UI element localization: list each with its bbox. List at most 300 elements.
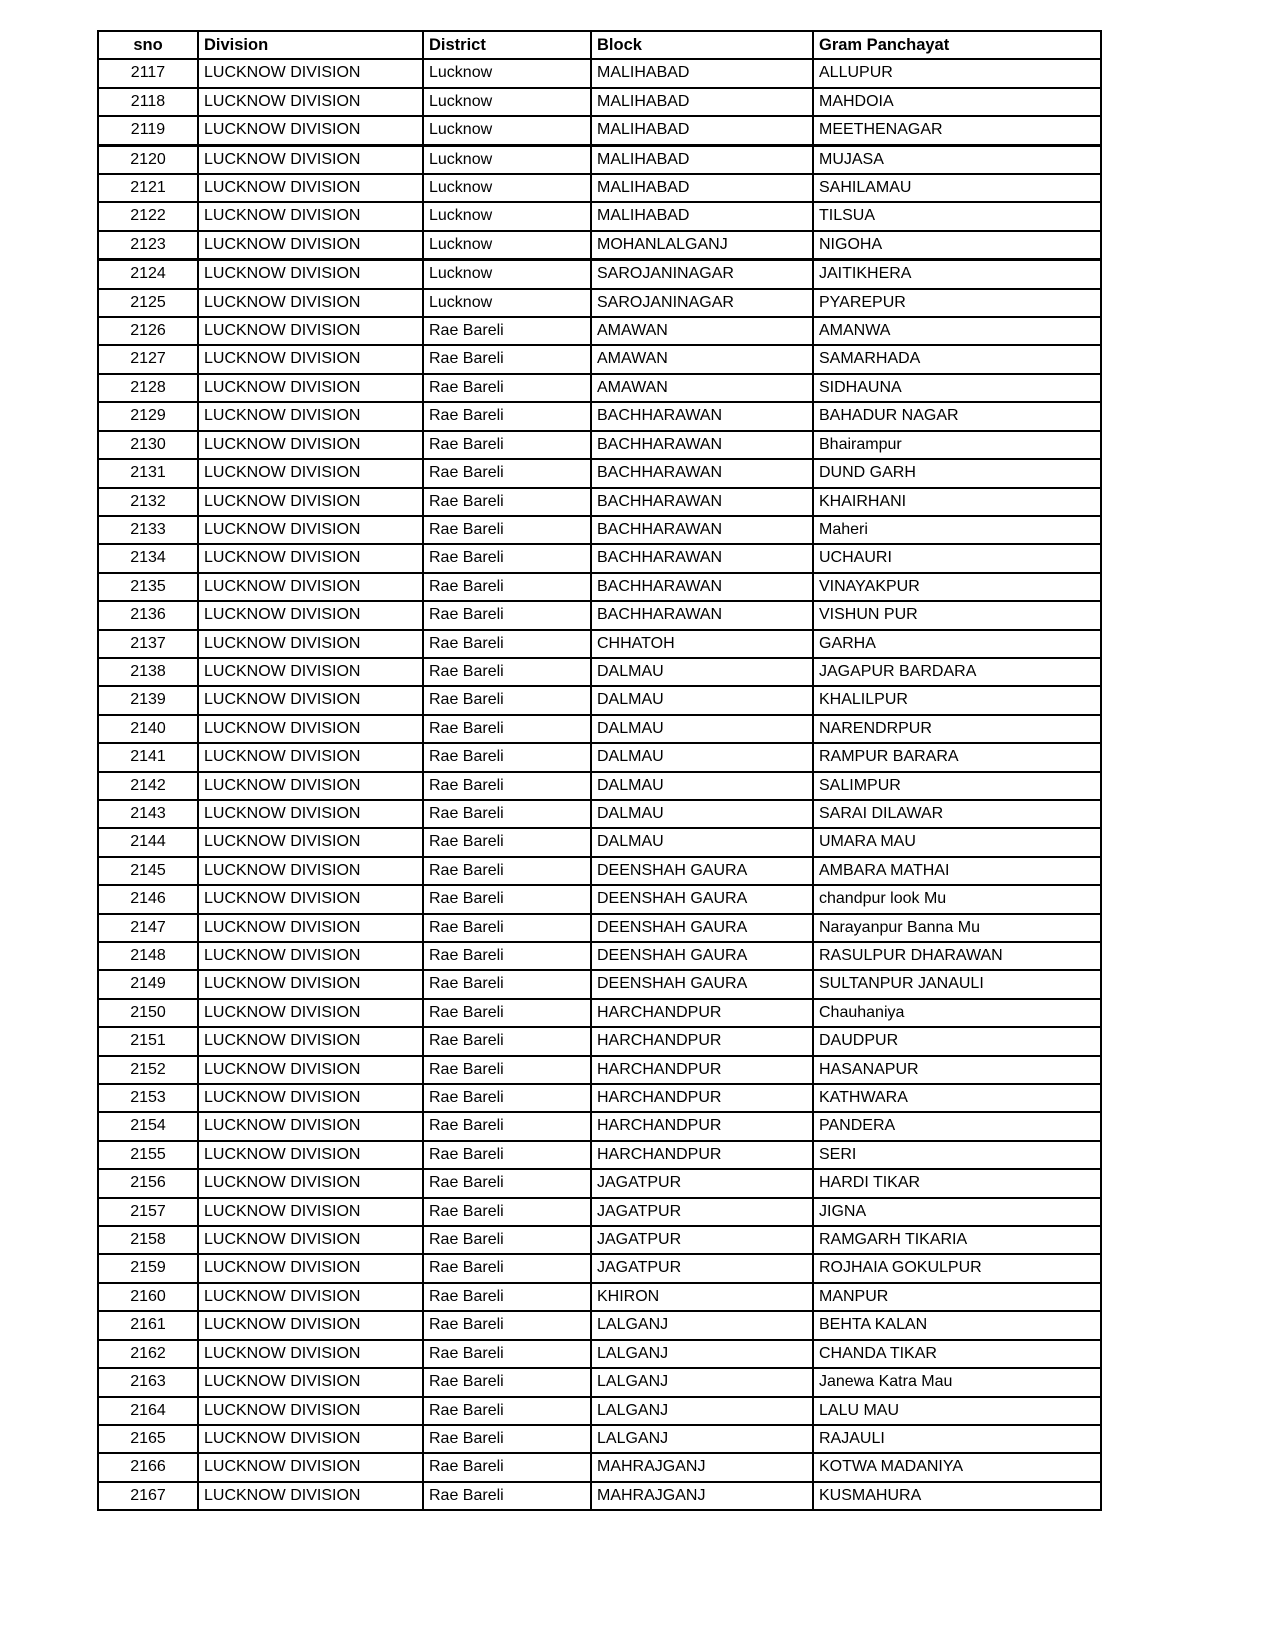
cell-block: LALGANJ: [591, 1311, 813, 1339]
table-row: [98, 686, 1101, 714]
table-row: [98, 231, 1101, 260]
table-row: [98, 488, 1101, 516]
cell-division: LUCKNOW DIVISION: [198, 1084, 423, 1112]
cell-district: Rae Bareli: [423, 715, 591, 743]
table-row: [98, 1368, 1101, 1396]
panchayat-table-container: [97, 30, 1102, 1511]
cell-district: Rae Bareli: [423, 1169, 591, 1197]
cell-sno: 2124: [98, 260, 198, 289]
cell-gram-panchayat: Narayanpur Banna Mu: [813, 914, 1101, 942]
table-row: [98, 1027, 1101, 1055]
table-row: [98, 374, 1101, 402]
cell-district: Lucknow: [423, 88, 591, 116]
cell-sno: 2132: [98, 488, 198, 516]
cell-sno: 2139: [98, 686, 198, 714]
cell-gram-panchayat: KHAIRHANI: [813, 488, 1101, 516]
cell-division: LUCKNOW DIVISION: [198, 885, 423, 913]
table-row: [98, 1169, 1101, 1197]
column-header-sno: sno: [98, 31, 198, 59]
table-row: [98, 59, 1101, 87]
cell-gram-panchayat: KHALILPUR: [813, 686, 1101, 714]
cell-division: LUCKNOW DIVISION: [198, 202, 423, 230]
cell-gram-panchayat: RAMGARH TIKARIA: [813, 1226, 1101, 1254]
cell-district: Lucknow: [423, 202, 591, 230]
table-header: [98, 31, 1101, 59]
cell-block: DALMAU: [591, 772, 813, 800]
cell-gram-panchayat: GARHA: [813, 630, 1101, 658]
cell-sno: 2119: [98, 116, 198, 145]
cell-division: LUCKNOW DIVISION: [198, 317, 423, 345]
cell-district: Rae Bareli: [423, 1141, 591, 1169]
cell-sno: 2128: [98, 374, 198, 402]
cell-sno: 2166: [98, 1453, 198, 1481]
cell-district: Rae Bareli: [423, 345, 591, 373]
cell-district: Rae Bareli: [423, 686, 591, 714]
cell-gram-panchayat: SAMARHADA: [813, 345, 1101, 373]
cell-district: Lucknow: [423, 260, 591, 289]
cell-division: LUCKNOW DIVISION: [198, 743, 423, 771]
cell-sno: 2120: [98, 145, 198, 174]
cell-sno: 2164: [98, 1397, 198, 1425]
cell-district: Rae Bareli: [423, 1283, 591, 1311]
cell-gram-panchayat: KOTWA MADANIYA: [813, 1453, 1101, 1481]
cell-block: DEENSHAH GAURA: [591, 885, 813, 913]
cell-division: LUCKNOW DIVISION: [198, 1340, 423, 1368]
cell-district: Rae Bareli: [423, 857, 591, 885]
cell-gram-panchayat: HASANAPUR: [813, 1056, 1101, 1084]
cell-district: Rae Bareli: [423, 658, 591, 686]
cell-division: LUCKNOW DIVISION: [198, 1368, 423, 1396]
cell-gram-panchayat: Janewa Katra Mau: [813, 1368, 1101, 1396]
cell-block: DEENSHAH GAURA: [591, 942, 813, 970]
cell-district: Rae Bareli: [423, 459, 591, 487]
cell-block: LALGANJ: [591, 1340, 813, 1368]
table-row: [98, 1112, 1101, 1140]
cell-district: Rae Bareli: [423, 743, 591, 771]
cell-division: LUCKNOW DIVISION: [198, 601, 423, 629]
cell-block: MALIHABAD: [591, 145, 813, 174]
cell-district: Rae Bareli: [423, 573, 591, 601]
cell-division: LUCKNOW DIVISION: [198, 1226, 423, 1254]
cell-division: LUCKNOW DIVISION: [198, 970, 423, 998]
cell-division: LUCKNOW DIVISION: [198, 1453, 423, 1481]
cell-sno: 2138: [98, 658, 198, 686]
cell-gram-panchayat: ROJHAIA GOKULPUR: [813, 1254, 1101, 1282]
table-row: [98, 715, 1101, 743]
table-row: [98, 828, 1101, 856]
column-header-gram-panchayat: Gram Panchayat: [813, 31, 1101, 59]
cell-sno: 2145: [98, 857, 198, 885]
cell-block: MALIHABAD: [591, 202, 813, 230]
table-row: [98, 857, 1101, 885]
cell-district: Rae Bareli: [423, 601, 591, 629]
cell-district: Rae Bareli: [423, 1425, 591, 1453]
cell-block: BACHHARAWAN: [591, 573, 813, 601]
cell-block: HARCHANDPUR: [591, 1141, 813, 1169]
cell-gram-panchayat: BAHADUR NAGAR: [813, 402, 1101, 430]
cell-block: MOHANLALGANJ: [591, 231, 813, 260]
cell-division: LUCKNOW DIVISION: [198, 174, 423, 202]
cell-district: Rae Bareli: [423, 1112, 591, 1140]
table-row: [98, 1226, 1101, 1254]
cell-division: LUCKNOW DIVISION: [198, 1311, 423, 1339]
cell-sno: 2152: [98, 1056, 198, 1084]
cell-sno: 2141: [98, 743, 198, 771]
cell-gram-panchayat: SULTANPUR JANAULI: [813, 970, 1101, 998]
cell-district: Rae Bareli: [423, 1198, 591, 1226]
cell-sno: 2125: [98, 289, 198, 317]
cell-gram-panchayat: JAITIKHERA: [813, 260, 1101, 289]
cell-division: LUCKNOW DIVISION: [198, 715, 423, 743]
cell-block: DALMAU: [591, 828, 813, 856]
cell-district: Rae Bareli: [423, 488, 591, 516]
cell-district: Rae Bareli: [423, 1027, 591, 1055]
cell-division: LUCKNOW DIVISION: [198, 1482, 423, 1510]
table-row: [98, 630, 1101, 658]
cell-sno: 2149: [98, 970, 198, 998]
cell-gram-panchayat: HARDI TIKAR: [813, 1169, 1101, 1197]
cell-sno: 2157: [98, 1198, 198, 1226]
cell-district: Rae Bareli: [423, 1397, 591, 1425]
cell-division: LUCKNOW DIVISION: [198, 1425, 423, 1453]
cell-block: DALMAU: [591, 658, 813, 686]
cell-gram-panchayat: VINAYAKPUR: [813, 573, 1101, 601]
cell-gram-panchayat: MAHDOIA: [813, 88, 1101, 116]
table-row: [98, 174, 1101, 202]
cell-division: LUCKNOW DIVISION: [198, 1283, 423, 1311]
cell-sno: 2159: [98, 1254, 198, 1282]
table-row: [98, 772, 1101, 800]
cell-gram-panchayat: MUJASA: [813, 145, 1101, 174]
cell-sno: 2142: [98, 772, 198, 800]
table-row: [98, 970, 1101, 998]
cell-gram-panchayat: AMBARA MATHAI: [813, 857, 1101, 885]
cell-district: Lucknow: [423, 174, 591, 202]
table-row: [98, 289, 1101, 317]
cell-division: LUCKNOW DIVISION: [198, 942, 423, 970]
cell-gram-panchayat: DUND GARH: [813, 459, 1101, 487]
cell-gram-panchayat: LALU MAU: [813, 1397, 1101, 1425]
cell-gram-panchayat: KATHWARA: [813, 1084, 1101, 1112]
cell-gram-panchayat: SIDHAUNA: [813, 374, 1101, 402]
cell-gram-panchayat: NIGOHA: [813, 231, 1101, 260]
cell-sno: 2147: [98, 914, 198, 942]
cell-division: LUCKNOW DIVISION: [198, 1169, 423, 1197]
cell-gram-panchayat: MANPUR: [813, 1283, 1101, 1311]
cell-block: MALIHABAD: [591, 116, 813, 145]
cell-division: LUCKNOW DIVISION: [198, 88, 423, 116]
cell-district: Rae Bareli: [423, 317, 591, 345]
cell-sno: 2160: [98, 1283, 198, 1311]
cell-division: LUCKNOW DIVISION: [198, 828, 423, 856]
cell-district: Rae Bareli: [423, 374, 591, 402]
cell-block: BACHHARAWAN: [591, 402, 813, 430]
cell-division: LUCKNOW DIVISION: [198, 116, 423, 145]
table-row: [98, 345, 1101, 373]
cell-sno: 2137: [98, 630, 198, 658]
cell-block: JAGATPUR: [591, 1226, 813, 1254]
table-row: [98, 743, 1101, 771]
cell-sno: 2121: [98, 174, 198, 202]
cell-district: Lucknow: [423, 145, 591, 174]
cell-division: LUCKNOW DIVISION: [198, 914, 423, 942]
table-row: [98, 402, 1101, 430]
table-row: [98, 1254, 1101, 1282]
cell-gram-panchayat: chandpur look Mu: [813, 885, 1101, 913]
cell-sno: 2155: [98, 1141, 198, 1169]
cell-division: LUCKNOW DIVISION: [198, 488, 423, 516]
table-row: [98, 516, 1101, 544]
cell-block: LALGANJ: [591, 1397, 813, 1425]
cell-division: LUCKNOW DIVISION: [198, 231, 423, 260]
cell-block: DALMAU: [591, 715, 813, 743]
table-row: [98, 1482, 1101, 1510]
cell-gram-panchayat: RASULPUR DHARAWAN: [813, 942, 1101, 970]
cell-sno: 2140: [98, 715, 198, 743]
table-row: [98, 1340, 1101, 1368]
cell-gram-panchayat: JIGNA: [813, 1198, 1101, 1226]
cell-gram-panchayat: DAUDPUR: [813, 1027, 1101, 1055]
cell-division: LUCKNOW DIVISION: [198, 630, 423, 658]
cell-block: KHIRON: [591, 1283, 813, 1311]
table-row: [98, 260, 1101, 289]
cell-gram-panchayat: SERI: [813, 1141, 1101, 1169]
cell-sno: 2117: [98, 59, 198, 87]
panchayat-table: [97, 30, 1102, 1511]
cell-division: LUCKNOW DIVISION: [198, 1112, 423, 1140]
cell-block: MALIHABAD: [591, 59, 813, 87]
cell-division: LUCKNOW DIVISION: [198, 374, 423, 402]
table-row: [98, 431, 1101, 459]
cell-division: LUCKNOW DIVISION: [198, 800, 423, 828]
table-row: [98, 116, 1101, 145]
cell-sno: 2136: [98, 601, 198, 629]
cell-block: DEENSHAH GAURA: [591, 970, 813, 998]
cell-sno: 2153: [98, 1084, 198, 1112]
cell-district: Rae Bareli: [423, 516, 591, 544]
cell-block: BACHHARAWAN: [591, 431, 813, 459]
cell-gram-panchayat: Maheri: [813, 516, 1101, 544]
cell-division: LUCKNOW DIVISION: [198, 260, 423, 289]
cell-district: Rae Bareli: [423, 885, 591, 913]
cell-division: LUCKNOW DIVISION: [198, 516, 423, 544]
cell-sno: 2143: [98, 800, 198, 828]
cell-division: LUCKNOW DIVISION: [198, 544, 423, 572]
table-row: [98, 658, 1101, 686]
cell-division: LUCKNOW DIVISION: [198, 1254, 423, 1282]
cell-sno: 2129: [98, 402, 198, 430]
cell-sno: 2122: [98, 202, 198, 230]
cell-block: BACHHARAWAN: [591, 516, 813, 544]
cell-sno: 2130: [98, 431, 198, 459]
cell-district: Rae Bareli: [423, 402, 591, 430]
table-row: [98, 88, 1101, 116]
cell-sno: 2163: [98, 1368, 198, 1396]
cell-sno: 2135: [98, 573, 198, 601]
cell-block: AMAWAN: [591, 317, 813, 345]
cell-district: Lucknow: [423, 289, 591, 317]
table-row: [98, 942, 1101, 970]
cell-district: Rae Bareli: [423, 914, 591, 942]
cell-gram-panchayat: RAMPUR BARARA: [813, 743, 1101, 771]
cell-district: Rae Bareli: [423, 1056, 591, 1084]
cell-division: LUCKNOW DIVISION: [198, 1141, 423, 1169]
cell-block: MALIHABAD: [591, 174, 813, 202]
cell-district: Rae Bareli: [423, 970, 591, 998]
cell-gram-panchayat: RAJAULI: [813, 1425, 1101, 1453]
cell-block: AMAWAN: [591, 374, 813, 402]
cell-gram-panchayat: TILSUA: [813, 202, 1101, 230]
cell-gram-panchayat: MEETHENAGAR: [813, 116, 1101, 145]
cell-sno: 2134: [98, 544, 198, 572]
cell-district: Rae Bareli: [423, 1254, 591, 1282]
cell-sno: 2162: [98, 1340, 198, 1368]
table-row: [98, 800, 1101, 828]
cell-block: HARCHANDPUR: [591, 999, 813, 1027]
cell-division: LUCKNOW DIVISION: [198, 857, 423, 885]
cell-block: MAHRAJGANJ: [591, 1482, 813, 1510]
cell-district: Lucknow: [423, 59, 591, 87]
table-row: [98, 1198, 1101, 1226]
table-row: [98, 999, 1101, 1027]
cell-division: LUCKNOW DIVISION: [198, 289, 423, 317]
table-row: [98, 317, 1101, 345]
cell-block: BACHHARAWAN: [591, 544, 813, 572]
cell-sno: 2158: [98, 1226, 198, 1254]
cell-block: HARCHANDPUR: [591, 1112, 813, 1140]
cell-sno: 2154: [98, 1112, 198, 1140]
cell-gram-panchayat: Bhairampur: [813, 431, 1101, 459]
cell-district: Rae Bareli: [423, 1084, 591, 1112]
cell-block: SAROJANINAGAR: [591, 289, 813, 317]
cell-gram-panchayat: Chauhaniya: [813, 999, 1101, 1027]
cell-sno: 2156: [98, 1169, 198, 1197]
cell-district: Rae Bareli: [423, 1453, 591, 1481]
table-row: [98, 885, 1101, 913]
cell-division: LUCKNOW DIVISION: [198, 1027, 423, 1055]
cell-block: BACHHARAWAN: [591, 488, 813, 516]
cell-block: DEENSHAH GAURA: [591, 857, 813, 885]
column-header-division: Division: [198, 31, 423, 59]
cell-block: SAROJANINAGAR: [591, 260, 813, 289]
header-row: [98, 31, 1101, 59]
table-row: [98, 1283, 1101, 1311]
cell-gram-panchayat: JAGAPUR BARDARA: [813, 658, 1101, 686]
cell-sno: 2131: [98, 459, 198, 487]
cell-district: Rae Bareli: [423, 1482, 591, 1510]
cell-block: BACHHARAWAN: [591, 601, 813, 629]
cell-block: LALGANJ: [591, 1368, 813, 1396]
table-row: [98, 544, 1101, 572]
cell-district: Rae Bareli: [423, 1340, 591, 1368]
cell-gram-panchayat: KUSMAHURA: [813, 1482, 1101, 1510]
cell-division: LUCKNOW DIVISION: [198, 658, 423, 686]
table-row: [98, 1311, 1101, 1339]
cell-sno: 2151: [98, 1027, 198, 1055]
table-row: [98, 1141, 1101, 1169]
table-row: [98, 1425, 1101, 1453]
cell-division: LUCKNOW DIVISION: [198, 999, 423, 1027]
table-row: [98, 145, 1101, 174]
cell-division: LUCKNOW DIVISION: [198, 772, 423, 800]
cell-block: DALMAU: [591, 800, 813, 828]
table-body: [98, 59, 1101, 1510]
cell-district: Rae Bareli: [423, 828, 591, 856]
cell-block: DEENSHAH GAURA: [591, 914, 813, 942]
cell-gram-panchayat: NARENDRPUR: [813, 715, 1101, 743]
cell-block: AMAWAN: [591, 345, 813, 373]
cell-gram-panchayat: ALLUPUR: [813, 59, 1101, 87]
cell-division: LUCKNOW DIVISION: [198, 145, 423, 174]
cell-district: Lucknow: [423, 116, 591, 145]
cell-division: LUCKNOW DIVISION: [198, 459, 423, 487]
cell-gram-panchayat: VISHUN PUR: [813, 601, 1101, 629]
table-row: [98, 459, 1101, 487]
cell-district: Rae Bareli: [423, 1368, 591, 1396]
cell-sno: 2148: [98, 942, 198, 970]
cell-block: MALIHABAD: [591, 88, 813, 116]
cell-division: LUCKNOW DIVISION: [198, 59, 423, 87]
cell-sno: 2144: [98, 828, 198, 856]
cell-block: BACHHARAWAN: [591, 459, 813, 487]
cell-division: LUCKNOW DIVISION: [198, 431, 423, 459]
cell-sno: 2161: [98, 1311, 198, 1339]
cell-sno: 2118: [98, 88, 198, 116]
table-row: [98, 202, 1101, 230]
cell-division: LUCKNOW DIVISION: [198, 345, 423, 373]
cell-gram-panchayat: UMARA MAU: [813, 828, 1101, 856]
column-header-block: Block: [591, 31, 813, 59]
cell-gram-panchayat: UCHAURI: [813, 544, 1101, 572]
cell-block: HARCHANDPUR: [591, 1056, 813, 1084]
cell-block: DALMAU: [591, 743, 813, 771]
table-row: [98, 1084, 1101, 1112]
cell-block: JAGATPUR: [591, 1254, 813, 1282]
cell-block: HARCHANDPUR: [591, 1084, 813, 1112]
cell-gram-panchayat: AMANWA: [813, 317, 1101, 345]
cell-gram-panchayat: SARAI DILAWAR: [813, 800, 1101, 828]
cell-division: LUCKNOW DIVISION: [198, 1198, 423, 1226]
cell-gram-panchayat: SAHILAMAU: [813, 174, 1101, 202]
cell-block: JAGATPUR: [591, 1198, 813, 1226]
cell-district: Rae Bareli: [423, 772, 591, 800]
cell-block: LALGANJ: [591, 1425, 813, 1453]
table-row: [98, 1453, 1101, 1481]
cell-block: MAHRAJGANJ: [591, 1453, 813, 1481]
table-row: [98, 914, 1101, 942]
cell-sno: 2126: [98, 317, 198, 345]
table-row: [98, 601, 1101, 629]
cell-sno: 2123: [98, 231, 198, 260]
cell-block: JAGATPUR: [591, 1169, 813, 1197]
cell-district: Rae Bareli: [423, 942, 591, 970]
cell-block: CHHATOH: [591, 630, 813, 658]
table-row: [98, 1397, 1101, 1425]
cell-district: Rae Bareli: [423, 999, 591, 1027]
cell-division: LUCKNOW DIVISION: [198, 1056, 423, 1084]
column-header-district: District: [423, 31, 591, 59]
cell-division: LUCKNOW DIVISION: [198, 1397, 423, 1425]
cell-block: HARCHANDPUR: [591, 1027, 813, 1055]
cell-division: LUCKNOW DIVISION: [198, 573, 423, 601]
cell-sno: 2150: [98, 999, 198, 1027]
cell-sno: 2127: [98, 345, 198, 373]
cell-block: DALMAU: [591, 686, 813, 714]
cell-division: LUCKNOW DIVISION: [198, 402, 423, 430]
cell-sno: 2167: [98, 1482, 198, 1510]
cell-district: Rae Bareli: [423, 1226, 591, 1254]
cell-gram-panchayat: SALIMPUR: [813, 772, 1101, 800]
